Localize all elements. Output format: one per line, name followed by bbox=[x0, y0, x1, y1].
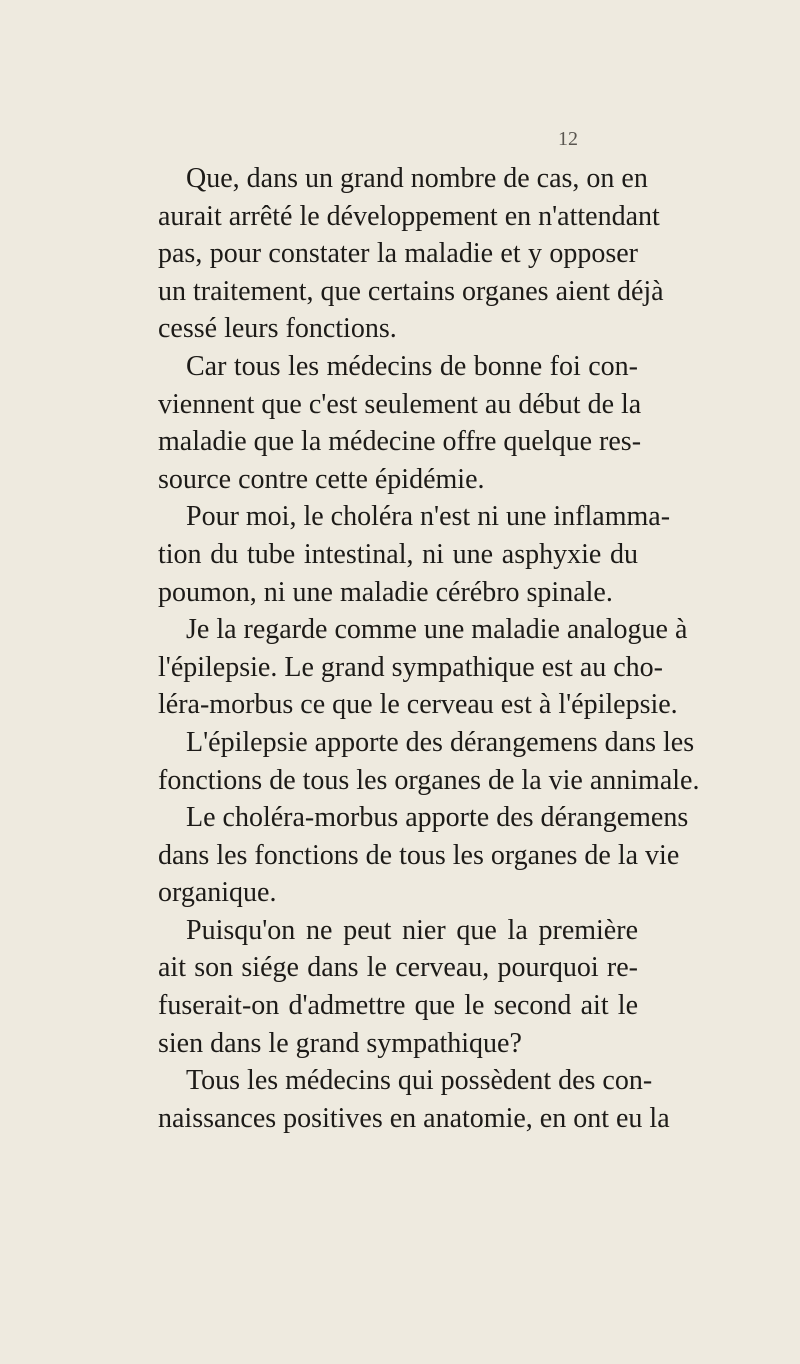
text-line: source contre cette épidémie. bbox=[158, 463, 485, 495]
text-line: Le choléra-morbus apporte des dérangemens bbox=[186, 802, 689, 834]
text-line: l'épilepsie. Le grand sympathique est au cho- bbox=[158, 651, 663, 683]
text-line: dans les fonctions de tous les organes de la vie bbox=[158, 839, 680, 871]
text-line: pas, pour constater la maladie et y opposer bbox=[158, 238, 638, 270]
page-number: 12 bbox=[558, 128, 578, 150]
paragraph-8 bbox=[158, 1062, 670, 1137]
text-line: fonctions de tous les organes de la vie annimale. bbox=[158, 764, 700, 796]
text-line: Pour moi, le choléra n'est ni une inflamma- bbox=[186, 501, 671, 533]
text-line: L'épilepsie apporte des dérangemens dans les bbox=[186, 726, 695, 758]
paragraph-1 bbox=[158, 160, 664, 348]
paragraph-7 bbox=[158, 912, 638, 1062]
paragraph-6 bbox=[158, 799, 689, 912]
text-line: Puisqu'on ne peut nier que la première bbox=[186, 914, 638, 946]
text-line: ait son siége dans le cerveau, pourquoi re- bbox=[158, 952, 638, 984]
text-line: léra-morbus ce que le cerveau est à l'épilepsie. bbox=[158, 689, 678, 721]
body-text bbox=[158, 160, 700, 1137]
text-line: aurait arrêté le développement en n'attendant bbox=[158, 200, 660, 232]
text-line: Je la regarde comme une maladie analogue à bbox=[186, 614, 688, 646]
text-line: un traitement, que certains organes aient déjà bbox=[158, 275, 664, 307]
paragraph-2 bbox=[158, 348, 642, 498]
text-line: tion du tube intestinal, ni une asphyxie du bbox=[158, 538, 638, 570]
text-line: viennent que c'est seulement au début de la bbox=[158, 388, 642, 420]
paragraph-3 bbox=[158, 498, 671, 611]
text-line: naissances positives en anatomie, en ont eu la bbox=[158, 1102, 670, 1134]
paragraph-4 bbox=[158, 611, 688, 724]
text-line: fuserait-on d'admettre que le second ait le bbox=[158, 990, 638, 1022]
text-line: maladie que la médecine offre quelque res- bbox=[158, 426, 642, 458]
text-line: sien dans le grand sympathique? bbox=[158, 1027, 522, 1059]
text-line: organique. bbox=[158, 877, 277, 909]
text-line: poumon, ni une maladie cérébro spinale. bbox=[158, 576, 613, 608]
text-line: Que, dans un grand nombre de cas, on en bbox=[186, 163, 648, 194]
text-line: Car tous les médecins de bonne foi con- bbox=[186, 350, 638, 382]
text-line: cessé leurs fonctions. bbox=[158, 313, 397, 345]
paragraph-5 bbox=[158, 724, 700, 799]
text-line: Tous les médecins qui possèdent des con- bbox=[186, 1065, 653, 1097]
